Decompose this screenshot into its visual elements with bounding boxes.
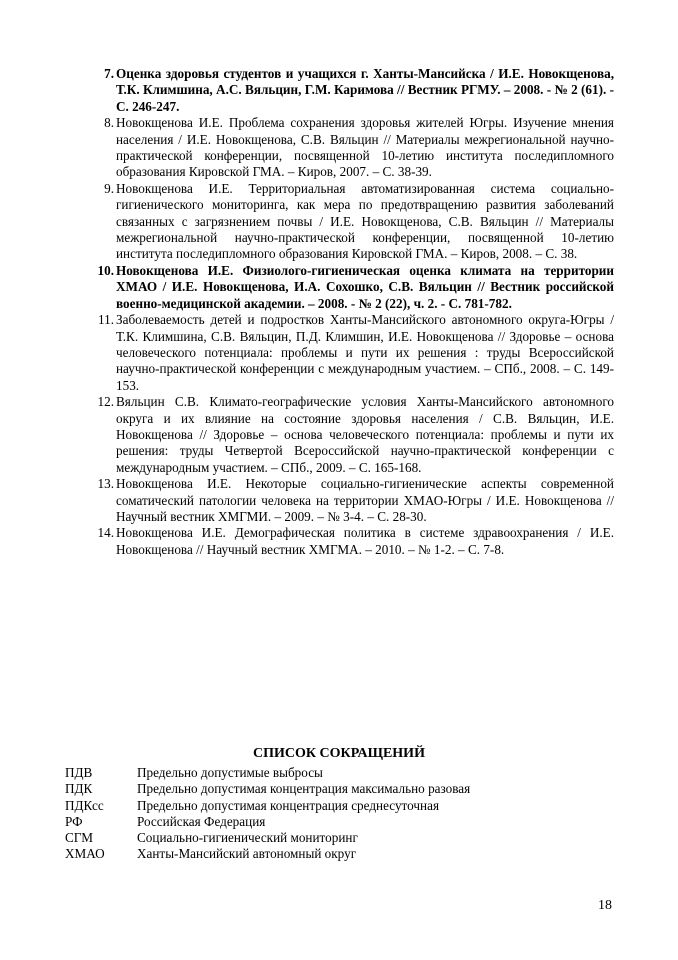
reference-number: 12. xyxy=(97,394,114,410)
reference-text: Вяльцин С.В. Климато-географические условия Ханты-Мансийского автономного округа и их влияние на состояние здоровья населения / С.В. Вяльцин, И.Е. Новокщенова // Здоровье – основа человеческого потенциала: проблемы и пути их решения: труды Четвертой Всероссийской научно-практической конференции с международным участием. – СПб., 2009. – С. 165-168. xyxy=(116,394,614,475)
abbreviations-heading: СПИСОК СОКРАЩЕНИЙ xyxy=(253,746,425,761)
reference-number: 13. xyxy=(97,476,114,492)
abbreviation-row xyxy=(65,846,470,862)
reference-item xyxy=(84,66,614,115)
reference-item xyxy=(84,476,614,525)
reference-item xyxy=(84,312,614,394)
reference-item xyxy=(84,181,614,263)
abbreviation-row xyxy=(65,830,470,846)
abbreviation-meaning: Ханты-Мансийский автономный округ xyxy=(137,846,357,862)
abbreviation-meaning: Предельно допустимые выбросы xyxy=(137,765,323,780)
abbreviation-row xyxy=(65,798,470,814)
reference-number: 10. xyxy=(97,262,114,278)
reference-text: Заболеваемость детей и подростков Ханты-Мансийского автономного округа-Югры / Т.К. Климшина, С.В. Вяльцин, П.Д. Климшин, И.Е. Новокщенова // Здоровье – основа человеческого потенциала: проблемы и пути их решения : труды Всероссийской научно-практической конференции с международным участием. – СПб., 2008. – С. 149-153. xyxy=(116,312,614,393)
abbreviation-row xyxy=(65,765,470,781)
reference-item xyxy=(84,115,614,181)
abbreviation-meaning: Социально-гигиенический мониторинг xyxy=(137,830,358,846)
abbreviations-list xyxy=(65,765,470,863)
abbreviation-code: РФ xyxy=(65,813,83,829)
reference-item xyxy=(84,394,614,476)
abbreviation-code: СГМ xyxy=(65,830,93,846)
reference-number: 9. xyxy=(104,180,114,196)
abbreviation-meaning: Предельно допустимая концентрация максимально разовая xyxy=(137,781,471,797)
reference-text: Новокщенова И.Е. Демографическая политика в системе здравоохранения / И.Е. Новокщенова // Научный вестник ХМГМА. – 2010. – № 1-2. – С. 7-8. xyxy=(116,525,614,557)
abbreviation-row xyxy=(65,814,470,830)
reference-number: 7. xyxy=(104,66,114,81)
reference-number: 14. xyxy=(97,525,114,541)
abbreviation-code: ПДВ xyxy=(65,765,93,780)
page-number: 18 xyxy=(598,898,612,913)
reference-list xyxy=(84,66,614,558)
abbreviation-meaning: Предельно допустимая концентрация среднесуточная xyxy=(137,797,440,813)
reference-text: Новокщенова И.Е. Некоторые социально-гигиенические аспекты современной соматический патологии человека на территории ХМАО-Югры / И.Е. Новокщенова // Научный вестник ХМГМИ. – 2009. – № 3-4. – С. 28-30. xyxy=(116,476,614,524)
abbreviation-code: ПДК xyxy=(65,781,93,797)
reference-item xyxy=(84,525,614,558)
abbreviation-code: ПДКсс xyxy=(65,797,104,813)
reference-text: Новокщенова И.Е. Проблема сохранения здоровья жителей Югры. Изучение мнения населения / И.Е. Новокщенова, С.В. Вяльцин // Материалы межрегиональной научно-практической конференции, посвященной 10-летию института последипломного образования Кировской ГМА. – Киров, 2007. – С. 38-39. xyxy=(116,115,614,180)
reference-text: Оценка здоровья студентов и учащихся г. Ханты-Мансийска / И.Е. Новокщенова, Т.К. Климшина, А.С. Вяльцин, Г.М. Каримова // Вестник РГМУ. – 2008. - № 2 (61). - С. 246-247. xyxy=(116,66,614,114)
reference-number: 8. xyxy=(104,115,114,131)
abbreviation-meaning: Российская Федерация xyxy=(137,813,266,829)
reference-text: Новокщенова И.Е. Территориальная автоматизированная система социально-гигиенического мониторинга, как мера по предотвращению развития заболеваний связанных с загрязнением почвы / И.Е. Новокщенова, С.В. Вяльцин // Материалы межрегиональной научно-практической конференции, посвященной 10-летию института последипломного образования Кировской ГМА. – Киров, 2008. – С. 38. xyxy=(116,180,614,262)
reference-number: 11. xyxy=(98,312,114,328)
reference-item xyxy=(84,263,614,312)
reference-text: Новокщенова И.Е. Физиолого-гигиеническая оценка климата на территории ХМАО / И.Е. Новокщенова, И.А. Сохошко, С.В. Вяльцин // Вестник российской военно-медицинской академии. – 2008. - № 2 (22), ч. 2. - С. 781-782. xyxy=(116,262,614,311)
abbreviation-row xyxy=(65,781,470,797)
abbreviation-code: ХМАО xyxy=(65,846,105,862)
